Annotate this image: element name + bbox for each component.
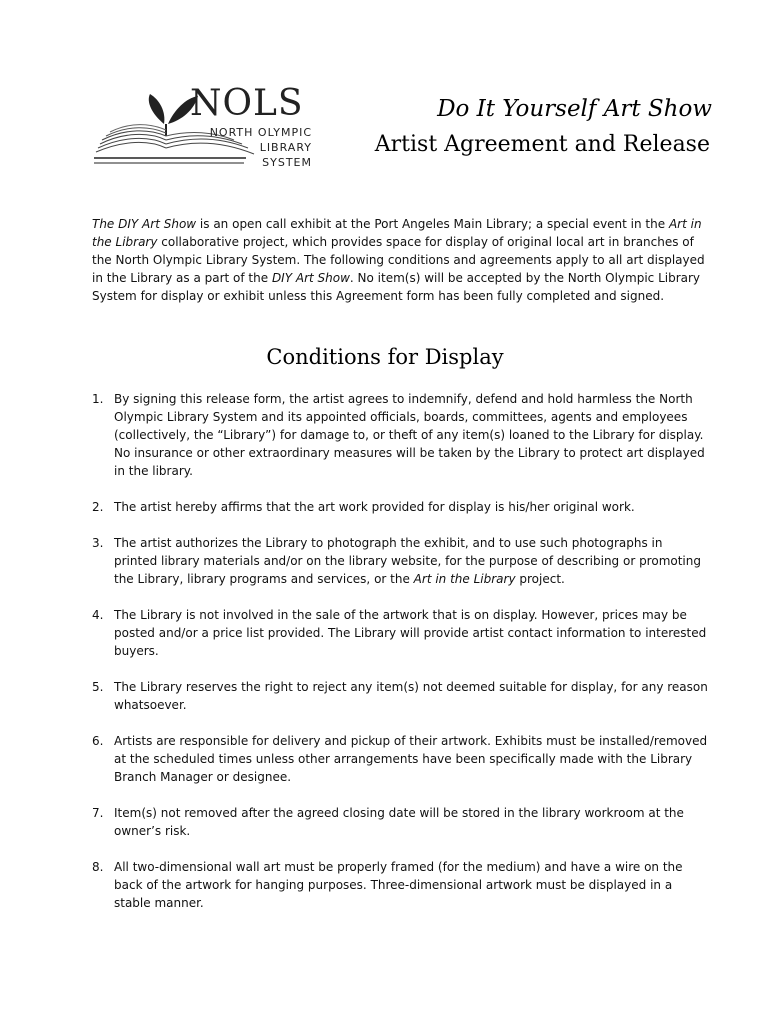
condition-text-end: project. (515, 572, 565, 586)
intro-paragraph (92, 215, 706, 305)
intro-text-b: collaborative project, which provides space for display of original local art in branches of the North Olympic Library System. The following conditions and agreements apply to all art displayed in the Library as a part of the (92, 235, 705, 285)
logo-wordmark: NOLS (190, 83, 304, 124)
logo-line-system: SYSTEM (262, 156, 312, 169)
condition-item (92, 498, 708, 516)
condition-text: The Library is not involved in the sale of the artwork that is on display. However, prices may be posted and/or a price list provided. The Library will provide artist contact information to interested buyers. (114, 608, 707, 658)
condition-text: All two-dimensional wall art must be properly framed (for the medium) and have a wire on the back of the artwork for hanging purposes. Three-dimensional artwork must be displayed in a stable manner. (114, 860, 683, 910)
condition-number: 3. (92, 536, 104, 550)
logo-line-north-olympic: NORTH OLYMPIC (209, 126, 312, 139)
condition-item (92, 606, 708, 660)
condition-text: By signing this release form, the artist agrees to indemnify, defend and hold harmless the North Olympic Library System and its appointed officials, boards, committees, agents and employees (collectively, the “Library”) for damage to, or theft of any item(s) loaned to the Library for display. No insurance or other extraordinary measures will be taken by the Library to protect art displayed in the library. (114, 392, 705, 478)
condition-text: The Library reserves the right to reject any item(s) not deemed suitable for display, for any reason whatsoever. (114, 680, 708, 712)
section-heading: Conditions for Display (266, 345, 504, 369)
condition-number: 4. (92, 608, 104, 622)
condition-item (92, 678, 708, 714)
condition-text: Item(s) not removed after the agreed closing date will be stored in the library workroom at the owner’s risk. (114, 806, 684, 838)
document-title: Do It Yourself Art Show (437, 96, 712, 122)
nols-logo (94, 84, 324, 174)
conditions-list (92, 390, 708, 912)
intro-show-name: The DIY Art Show (92, 217, 197, 231)
condition-number: 7. (92, 806, 104, 820)
condition-item (92, 390, 708, 480)
condition-number: 1. (92, 392, 104, 406)
condition-item (92, 732, 708, 786)
intro-project-name: Art in the Library (92, 217, 702, 249)
condition-number: 2. (92, 500, 104, 514)
intro-text-c: . No item(s) will be accepted by the North Olympic Library System for display or exhibit unless this Agreement form has been fully completed and signed. (92, 271, 701, 303)
condition-text: Artists are responsible for delivery and pickup of their artwork. Exhibits must be installed/removed at the scheduled times unless other arrangements have been specifically made with the Library Branch Manager or designee. (114, 734, 708, 784)
logo-line-library: LIBRARY (259, 141, 312, 154)
condition-text: The artist hereby affirms that the art work provided for display is his/her original work. (114, 500, 635, 514)
condition-text: The artist authorizes the Library to photograph the exhibit, and to use such photographs in printed library materials and/or on the library website, for the purpose of describing or promoting the Library, library programs and services, or the (114, 536, 701, 586)
condition-item (92, 804, 708, 840)
condition-item (92, 534, 708, 588)
condition-number: 5. (92, 680, 104, 694)
intro-show-name-2: DIY Art Show (271, 271, 350, 285)
document-subtitle: Artist Agreement and Release (374, 132, 710, 157)
condition-number: 6. (92, 734, 104, 748)
condition-number: 8. (92, 860, 104, 874)
condition-item (92, 858, 708, 912)
condition-project-name: Art in the Library (413, 572, 516, 586)
intro-text-a: is an open call exhibit at the Port Angeles Main Library; a special event in the (196, 217, 669, 231)
